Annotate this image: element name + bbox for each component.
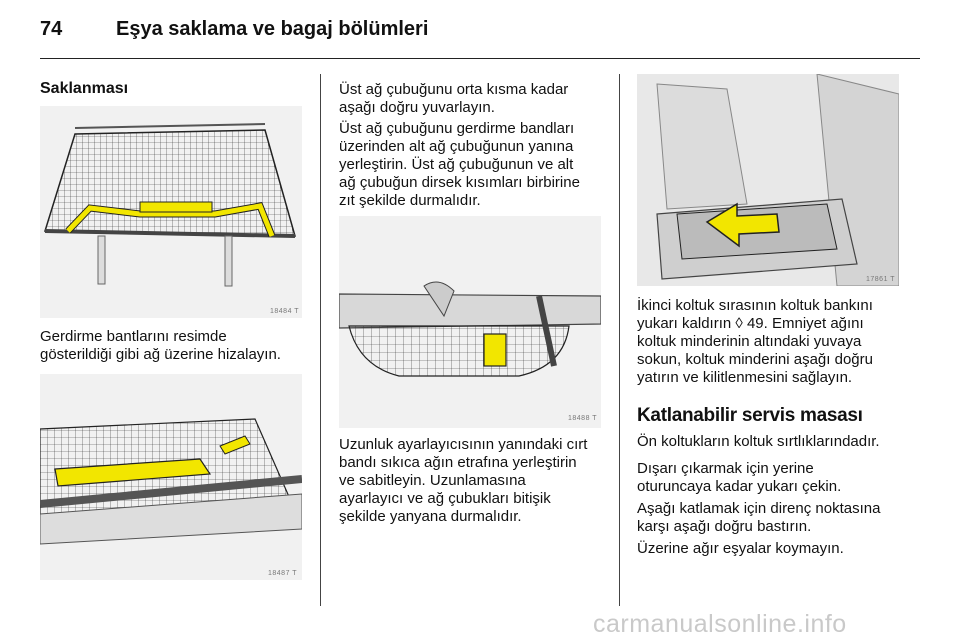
figure-code: 17861 T bbox=[866, 276, 896, 283]
figure-velcro-strap bbox=[339, 216, 601, 428]
paragraph-roll-net: Üst ağ çubuğunu orta kısma kadar aşağı doğru yuvarlayın. bbox=[339, 81, 569, 116]
paragraph-fold-down: Aşağı katlamak için direnç noktasına karşı aşağı doğru bastırın. bbox=[637, 500, 881, 535]
seat-slot-illustration bbox=[637, 74, 899, 286]
section-heading-storage: Saklanması bbox=[40, 80, 129, 97]
header-rule bbox=[40, 58, 920, 59]
column-divider bbox=[619, 74, 620, 606]
rolled-net-illustration bbox=[40, 374, 302, 580]
paragraph-location: Ön koltukların koltuk sırtlıklarındadır. bbox=[637, 433, 880, 450]
figure-code: 18487 T bbox=[268, 570, 298, 577]
figure-seat-slot bbox=[637, 74, 899, 286]
paragraph-velcro: Uzunluk ayarlayıcısının yanındaki cırt bandı sıkıca ağın etrafına yerleştirin ve sabitleyin. Uzunlamasına ayarlayıcı ve ağ çubukları bitişik şekilde yanyana durmalıdır. bbox=[339, 436, 588, 525]
caption-align-straps: Gerdirme bantlarını resimde gösterildiği gibi ağ üzerine hizalayın. bbox=[40, 328, 281, 363]
page-title: Eşya saklama ve bagaj bölümleri bbox=[116, 18, 429, 40]
velcro-illustration bbox=[339, 216, 601, 428]
figure-code: 18484 T bbox=[270, 308, 300, 315]
figure-code: 18488 T bbox=[568, 415, 598, 422]
paragraph-pull-out: Dışarı çıkarmak için yerine oturuncaya kadar yukarı çekin. bbox=[637, 460, 842, 495]
watermark: carmanualsonline.info bbox=[593, 610, 847, 638]
figure-rolled-net bbox=[40, 374, 302, 580]
net-illustration bbox=[40, 106, 302, 318]
paragraph-second-row: İkinci koltuk sırasının koltuk bankını yukarı kaldırın ◊ 49. Emniyet ağını koltuk minderinin altındaki yuvaya sokun, koltuk minderini aşağı doğru yatırın ve kilitlenmesini sağlayın. bbox=[637, 297, 873, 386]
column-divider bbox=[320, 74, 321, 606]
figure-net-tension-straps bbox=[40, 106, 302, 318]
section-heading-service-table: Katlanabilir servis masası bbox=[637, 405, 863, 426]
paragraph-warning: Üzerine ağır eşyalar koymayın. bbox=[637, 540, 844, 557]
paragraph-place-rod: Üst ağ çubuğunu gerdirme bandları üzerinden alt ağ çubuğunun yanına yerleştirin. Üst ağ çubuğunun ve alt ağ çubuğun dirsek kısımları birbirine zıt şekilde durmalıdır. bbox=[339, 120, 580, 209]
page-number: 74 bbox=[40, 18, 63, 40]
velcro-strap bbox=[484, 334, 506, 366]
